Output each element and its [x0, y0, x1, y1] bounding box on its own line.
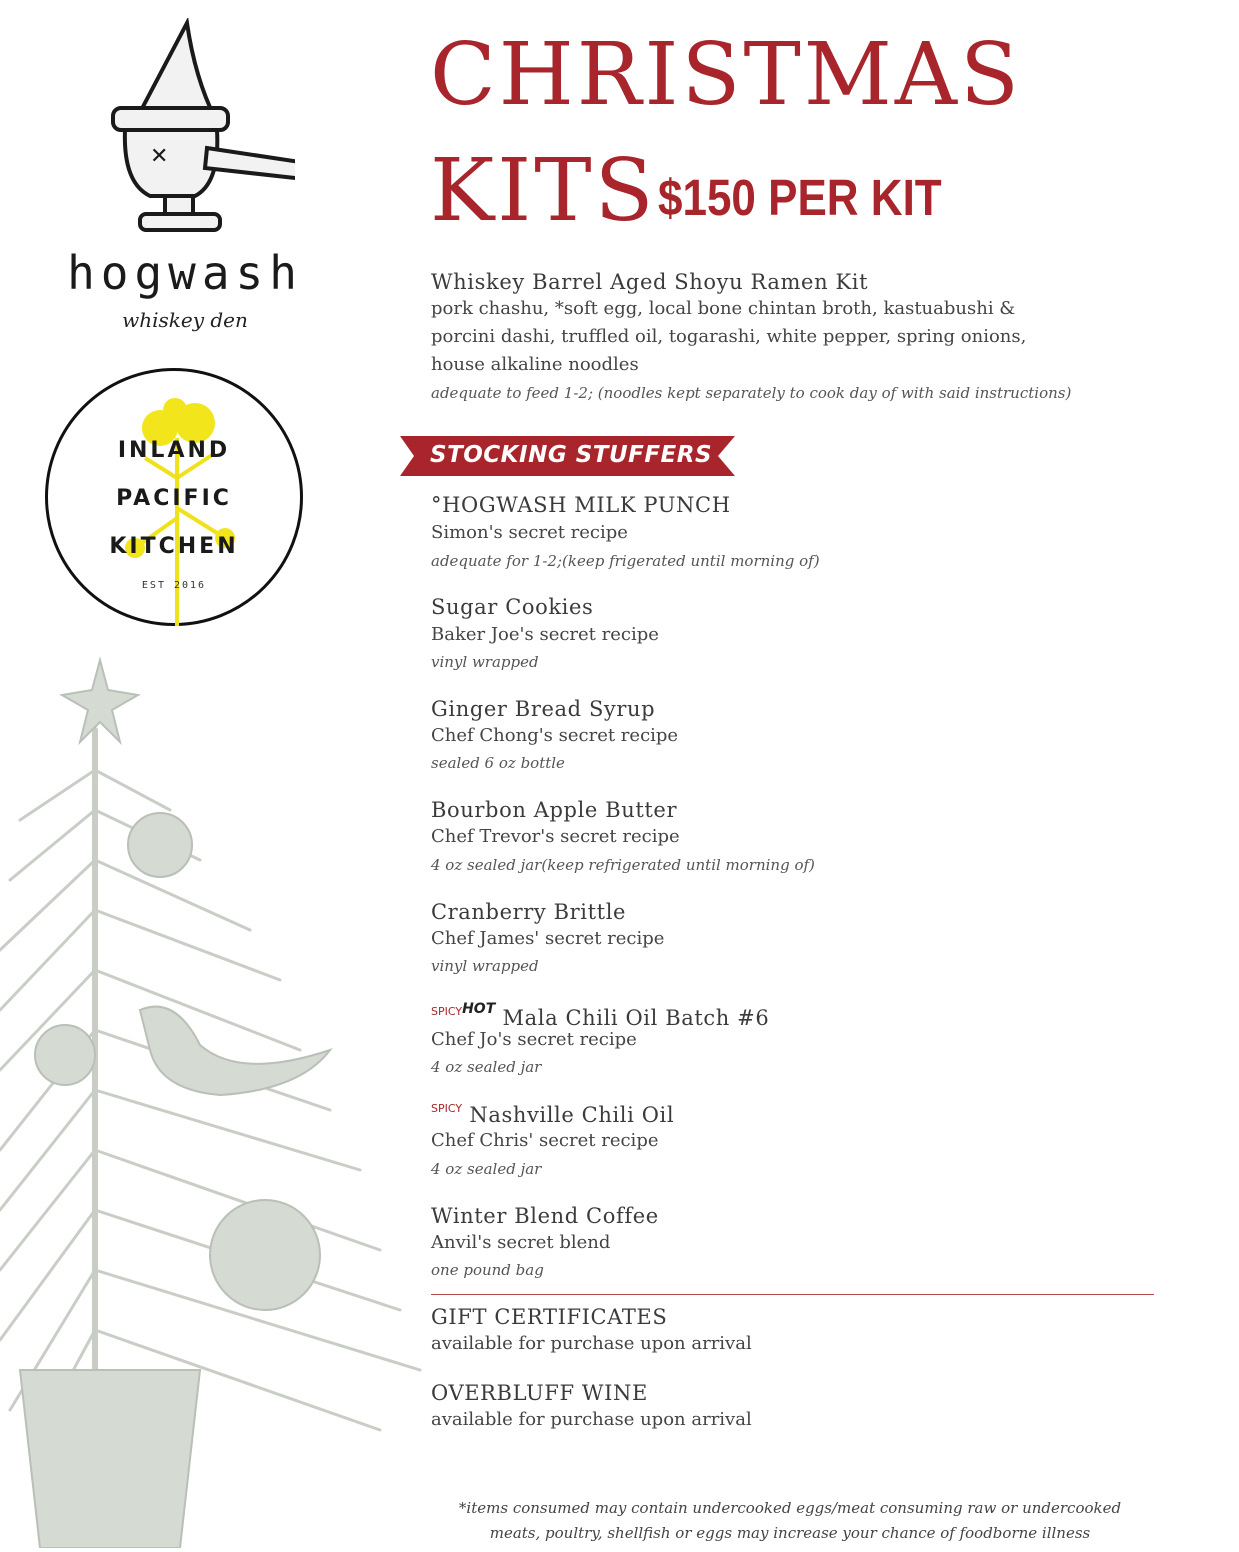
- item-note: 4 oz sealed jar: [431, 1160, 542, 1178]
- item-note: vinyl wrapped: [431, 653, 539, 671]
- hogwash-logo: [40, 18, 330, 332]
- title-line-2: KITS: [430, 141, 657, 241]
- item-note: 4 oz sealed jar(keep refrigerated until morning of): [431, 856, 815, 874]
- kit-note: adequate to feed 1-2; (noodles kept separately to cook day of with said instructions): [431, 384, 1072, 402]
- item-title-spicy: [431, 1001, 769, 1030]
- item-desc: Chef Trevor's secret recipe: [431, 826, 680, 847]
- partner-line-3: KITCHEN: [109, 534, 239, 559]
- item-desc: Simon's secret recipe: [431, 522, 628, 543]
- extra-title: GIFT CERTIFICATES: [431, 1305, 668, 1329]
- partner-est: EST 2016: [141, 580, 207, 591]
- partner-line-1: INLAND: [117, 438, 231, 463]
- footnote-line-2: meats, poultry, shellfish or eggs may increase your chance of foodborne illness: [489, 1524, 1091, 1542]
- item-title: Cranberry Brittle: [431, 900, 627, 924]
- footnote-line-1: *items consumed may contain undercooked eggs/meat consuming raw or undercooked: [458, 1499, 1122, 1517]
- item-desc: Chef James' secret recipe: [431, 928, 665, 949]
- kit-desc-line: porcini dashi, truffled oil, togarashi, white pepper, spring onions,: [431, 326, 1027, 347]
- item-note: 4 oz sealed jar: [431, 1058, 542, 1076]
- title-line-1: CHRISTMAS: [430, 25, 1022, 125]
- item-desc: Chef Chris' secret recipe: [431, 1130, 659, 1151]
- extra-title: OVERBLUFF WINE: [431, 1381, 648, 1405]
- kit-title: Whiskey Barrel Aged Shoyu Ramen Kit: [431, 270, 869, 294]
- spicy-tag: SPICY: [431, 1102, 463, 1115]
- item-title: Sugar Cookies: [431, 595, 594, 619]
- kit-desc-line: house alkaline noodles: [431, 354, 639, 375]
- partner-line-2: PACIFIC: [116, 486, 232, 511]
- item-title-text: Nashville Chili Oil: [469, 1103, 675, 1127]
- item-note: sealed 6 oz bottle: [431, 754, 565, 772]
- item-title: °HOGWASH MILK PUNCH: [431, 493, 731, 517]
- inland-pacific-kitchen-logo: [45, 368, 307, 630]
- extra-desc: available for purchase upon arrival: [431, 1333, 752, 1354]
- item-desc: Chef Chong's secret recipe: [431, 725, 679, 746]
- hot-tag: HOT: [462, 1001, 496, 1017]
- extra-desc: available for purchase upon arrival: [431, 1409, 752, 1430]
- item-desc: Chef Jo's secret recipe: [431, 1029, 637, 1050]
- price-label: $150 PER KIT: [658, 170, 942, 227]
- svg-text:✕: ✕: [150, 144, 169, 169]
- item-title: Winter Blend Coffee: [431, 1204, 659, 1228]
- stocking-stuffers-banner: [400, 436, 735, 476]
- banner-label: STOCKING STUFFERS: [430, 442, 713, 468]
- spicy-tag: SPICY: [431, 1005, 463, 1018]
- section-divider: [431, 1294, 1154, 1295]
- item-desc: Baker Joe's secret recipe: [431, 624, 659, 645]
- item-title-spicy: [431, 1102, 674, 1127]
- item-title: Ginger Bread Syrup: [431, 697, 656, 721]
- item-title-text: Mala Chili Oil Batch #6: [502, 1006, 770, 1030]
- item-title: Bourbon Apple Butter: [431, 798, 678, 822]
- item-note: adequate for 1-2;(keep frigerated until morning of): [431, 552, 820, 570]
- christmas-tree-illustration: [0, 650, 440, 1548]
- kit-desc-line: pork chashu, *soft egg, local bone chintan broth, kastuabushi &: [431, 298, 1016, 319]
- hogwash-wordmark: hogwash: [67, 246, 303, 300]
- item-desc: Anvil's secret blend: [431, 1232, 611, 1253]
- item-note: vinyl wrapped: [431, 957, 539, 975]
- item-note: one pound bag: [431, 1261, 544, 1279]
- hogwash-subtitle: whiskey den: [122, 308, 248, 332]
